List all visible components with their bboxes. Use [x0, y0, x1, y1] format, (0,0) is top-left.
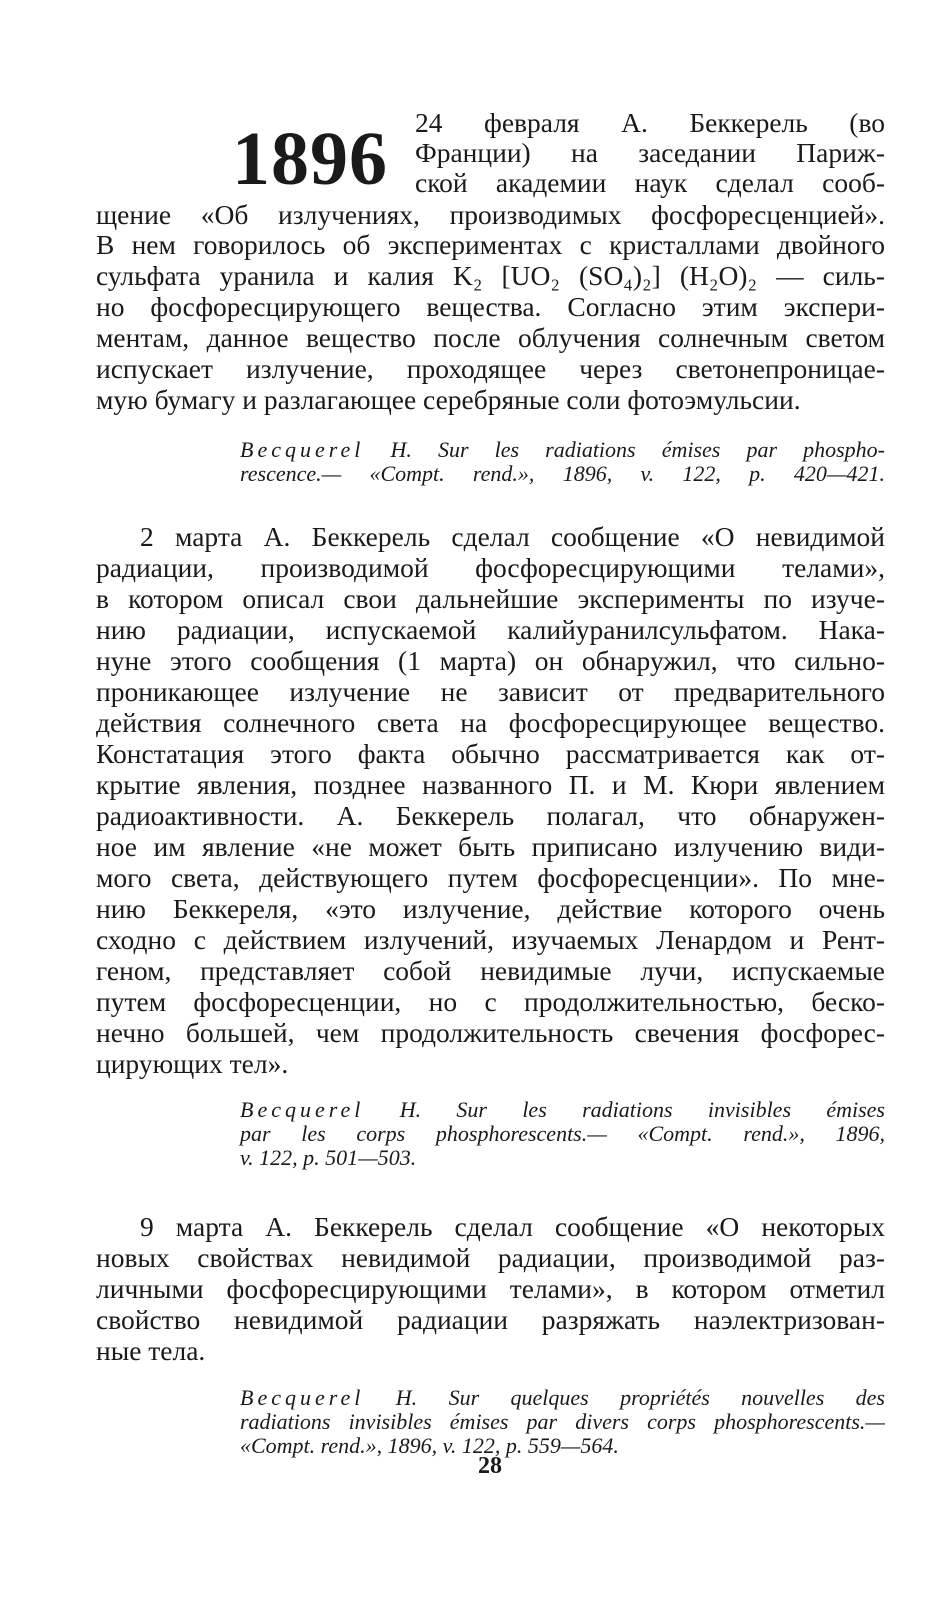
paragraph-line: ментам, данное вещество после облучения солнечным светом	[96, 322, 885, 353]
paragraph-line: 2 марта А. Беккерель сделал сообщение «О невидимой	[140, 521, 885, 552]
paragraph-line: ное им явление «не может быть приписано излучению види-	[96, 831, 885, 862]
citation-line: Becquerel H. Sur les radiations émises par phospho-	[240, 437, 885, 462]
page-number: 28	[478, 1453, 502, 1479]
citation-author: Becquerel	[240, 437, 365, 462]
paragraph-line: нию радиации, испускаемой калийуранилсульфатом. Нака-	[96, 614, 885, 645]
paragraph-line: радиоактивности. А. Беккерель полагал, что обнаружен-	[96, 800, 885, 831]
citation-line: rescence.— «Compt. rend.», 1896, v. 122, p. 420—421.	[240, 461, 885, 486]
paragraph-line: проникающее излучение не зависит от предварительного	[96, 676, 885, 707]
paragraph-line: мого света, действующего путем фосфоресценции». По мне-	[96, 862, 885, 893]
paragraph-line: радиации, производимой фосфоресцирующими телами»,	[96, 552, 885, 583]
paragraph-line: Констатация этого факта обычно рассматривается как от-	[96, 738, 885, 769]
paragraph-line: путем фосфоресценции, но с продолжительностью, беско-	[96, 986, 885, 1017]
paragraph-line: свойство невидимой радиации разряжать наэлектризован-	[96, 1304, 885, 1335]
paragraph-line: сходно с действием излучений, изучаемых Ленардом и Рент-	[96, 924, 885, 955]
citation-line: Becquerel H. Sur quelques propriétés nouvelles des	[240, 1385, 885, 1410]
paragraph-line: новых свойствах невидимой радиации, производимой раз-	[96, 1242, 885, 1273]
citation-line: «Compt. rend.», 1896, v. 122, p. 559—564.	[240, 1433, 619, 1458]
paragraph-line: нуне этого сообщения (1 марта) он обнаружил, что сильно-	[96, 645, 885, 676]
paragraph-line: В нем говорилось об экспериментах с кристаллами двойного	[96, 229, 885, 260]
paragraph-line: ные тела.	[96, 1335, 206, 1366]
paragraph-line: 24 февраля А. Беккерель (во	[415, 107, 885, 138]
paragraph-line: в котором описал свои дальнейшие эксперименты по изуче-	[96, 583, 885, 614]
citation-line: radiations invisibles émises par divers corps phosphorescents.—	[240, 1409, 885, 1434]
citation-line: Becquerel H. Sur les radiations invisibles émises	[240, 1097, 885, 1122]
paragraph-line: Франции) на заседании Париж-	[415, 137, 885, 168]
paragraph-line: действия солнечного света на фосфоресцирующее вещество.	[96, 707, 885, 738]
paragraph-line: мую бумагу и разлагающее серебряные соли фотоэмульсии.	[96, 384, 801, 415]
paragraph-line: нечно большей, чем продолжительность свечения фосфорес-	[96, 1017, 885, 1048]
paragraph-line: щение «Об излучениях, производимых фосфоресценцией».	[96, 199, 885, 230]
paragraph-line: сульфата уранила и калия K₂ [UO₂ (SO₄)₂] (H₂O)₂ — силь-	[96, 260, 885, 291]
citation-line: v. 122, p. 501—503.	[240, 1145, 417, 1170]
paragraph-line: нию Беккереля, «это излучение, действие которого очень	[96, 893, 885, 924]
paragraph-line: 9 марта А. Беккерель сделал сообщение «О некоторых	[140, 1211, 885, 1242]
paragraph-line: ской академии наук сделал сооб-	[415, 167, 885, 198]
paragraph-line: крытие явления, позднее названного П. и М. Кюри явлением	[96, 769, 885, 800]
citation-author: Becquerel	[240, 1097, 365, 1122]
paragraph-line: но фосфоресцирующего вещества. Согласно этим экспери-	[96, 291, 885, 322]
paragraph-line: испускает излучение, проходящее через светонепроницае-	[96, 353, 885, 384]
paragraph-line: цирующих тел».	[96, 1048, 289, 1079]
paragraph-line: геном, представляет собой невидимые лучи, испускаемые	[96, 955, 885, 986]
paragraph-line: личными фосфоресцирующими телами», в котором отметил	[96, 1273, 885, 1304]
citation-line: par les corps phosphorescents.— «Compt. rend.», 1896,	[240, 1121, 885, 1146]
year-heading: 1896	[232, 117, 388, 201]
citation-author: Becquerel	[240, 1385, 365, 1410]
